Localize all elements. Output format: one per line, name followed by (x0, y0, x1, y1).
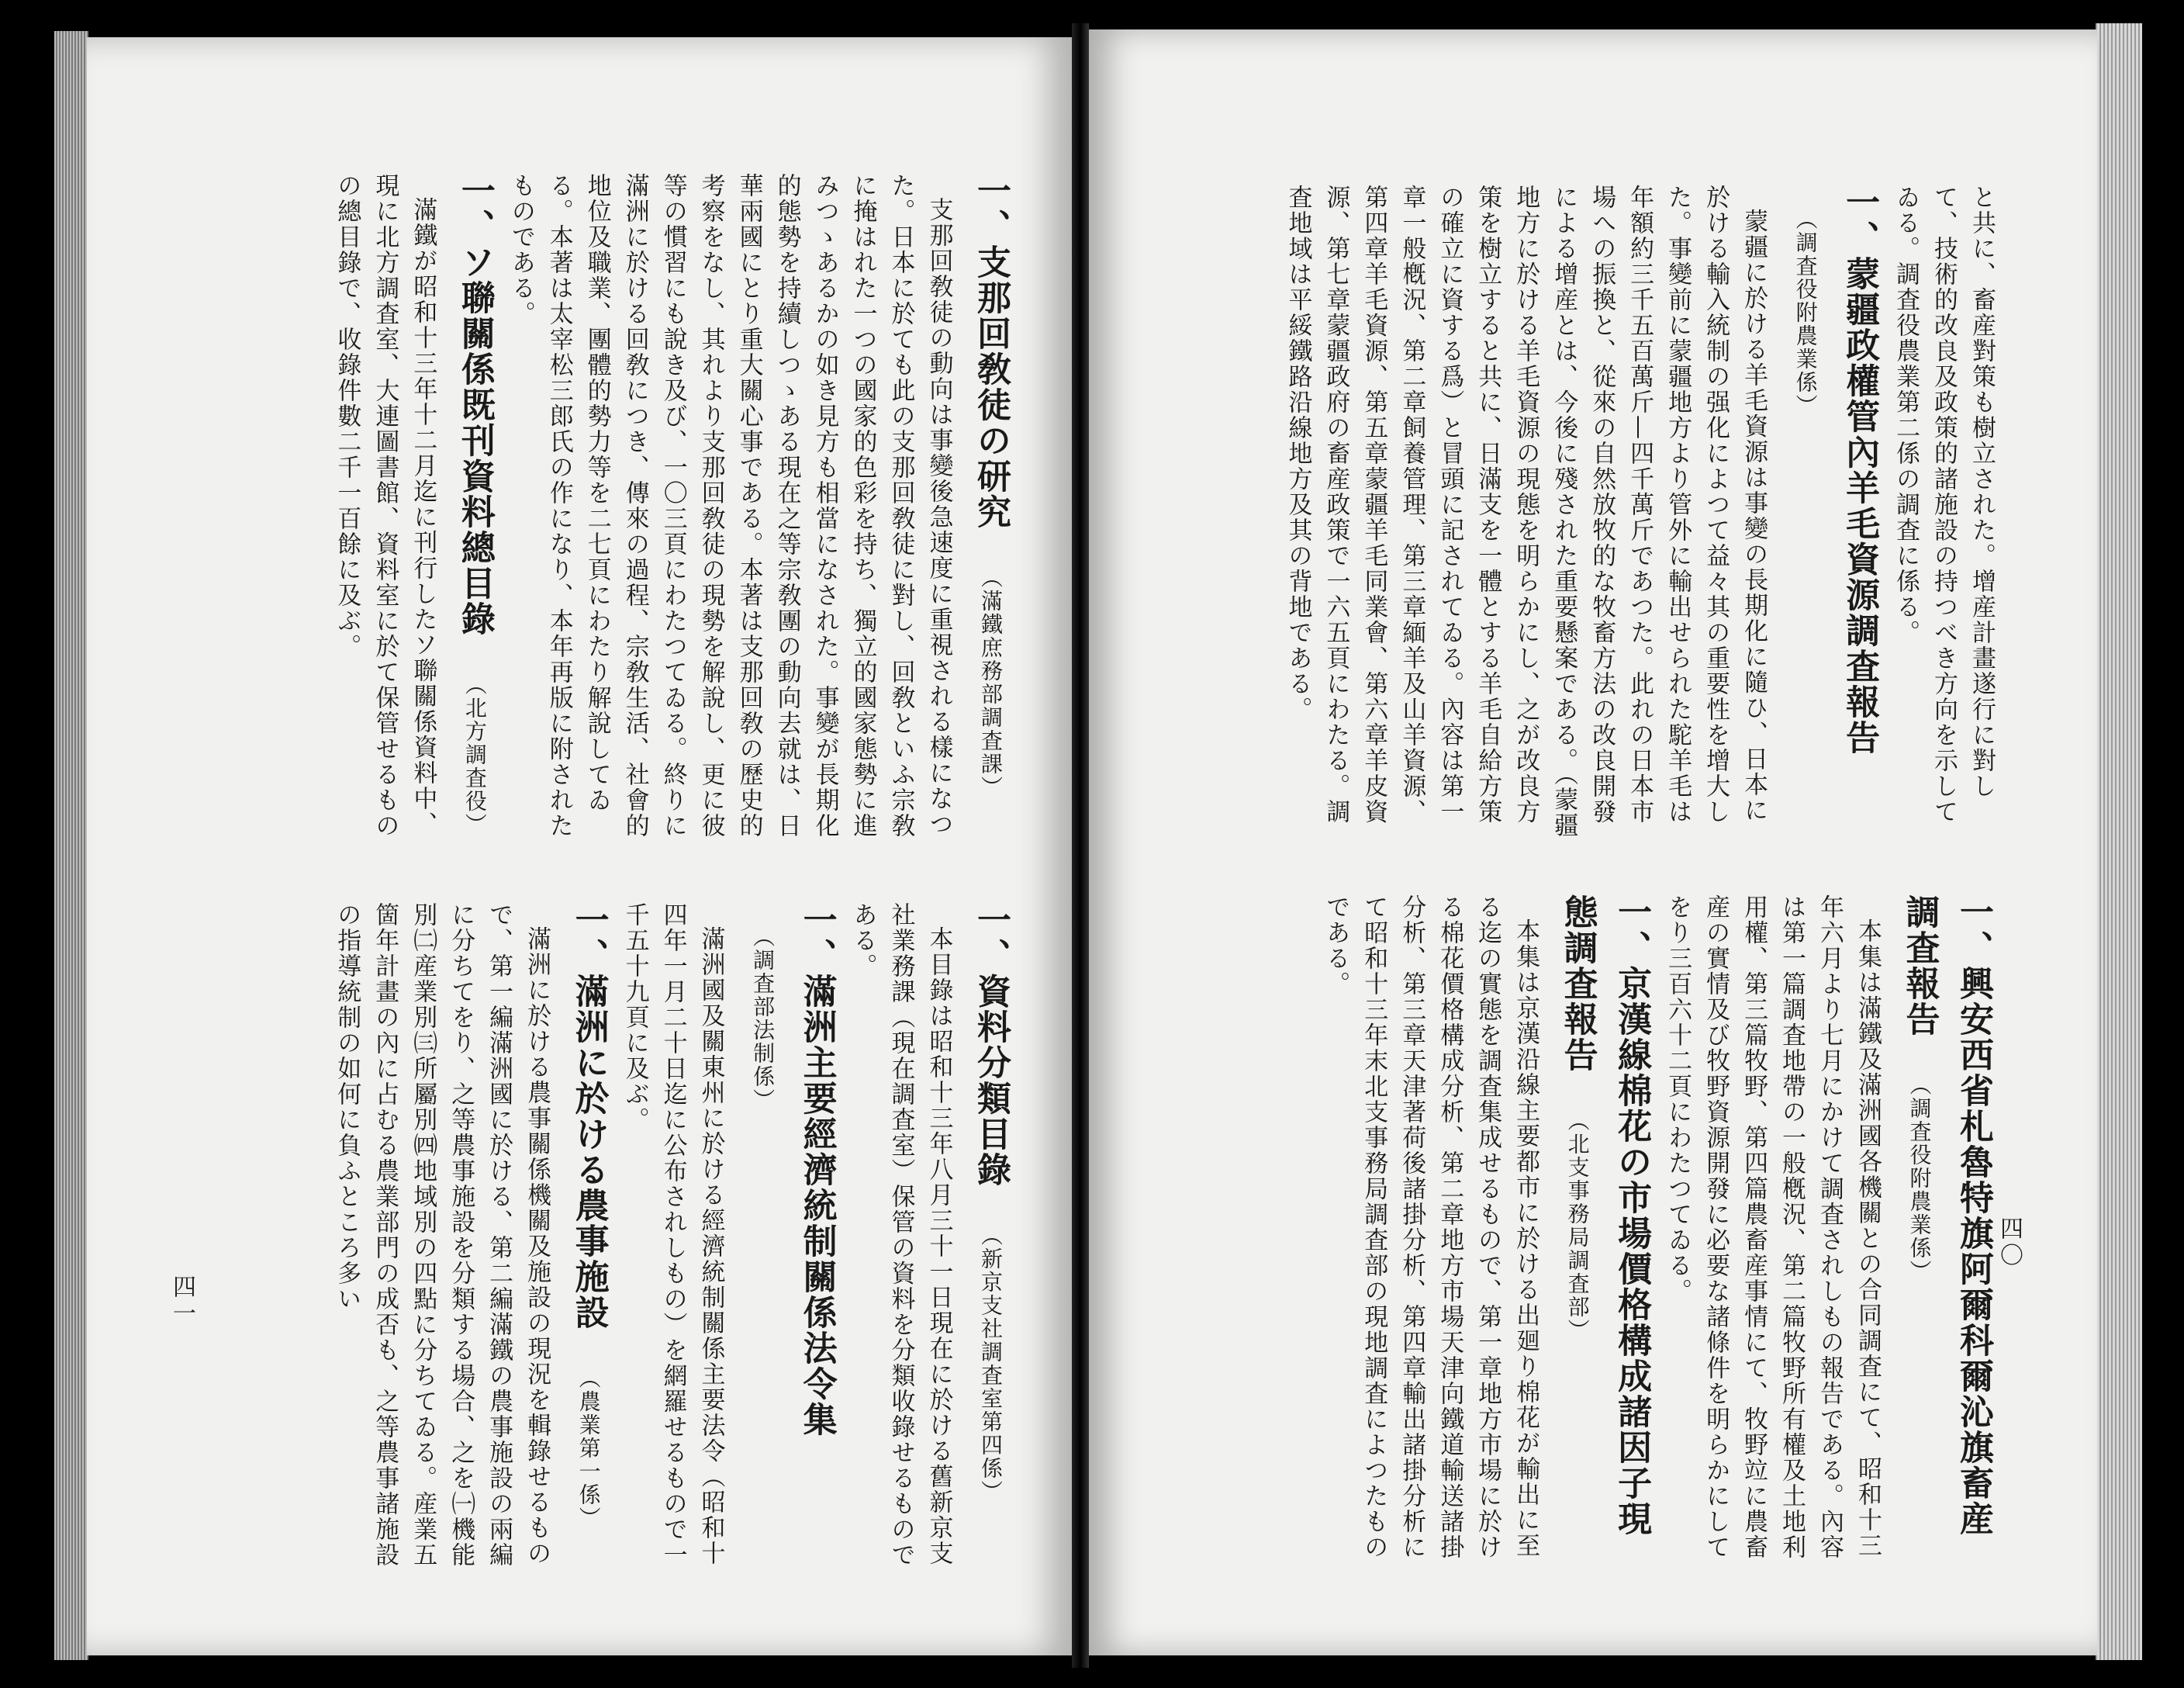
entry-source: （新京支社調査室第四係） (978, 1224, 1004, 1504)
entry-body: 本集は滿鐵及滿洲國各機關との合同調査にて、昭和十三年六月より七月にかけて調査されしもの報告である。內容は第一篇調査地帶の一般槪況、第二篇牧野所有權及土地利用權、第三篇牧野、第四篇農畜産事情にて、牧野竝に農畜産の實情及び牧野資源開發に必要な諸條件を明らかにしてをり三百六十二頁にわたつてゐる。 (1664, 894, 1882, 1560)
entry-title: 一、蒙疆政權管內羊毛資源調査報告 （調査役附農業係） (1778, 185, 1886, 840)
book-gutter (1072, 23, 1089, 1668)
entry-source: （調査部法制係） (750, 925, 776, 1112)
page-number: 四〇 (1996, 1216, 2023, 1269)
entry-body: 本目錄は昭和十三年八月三十一日現在に於ける舊新京支社業務課（現在調査室）保管の資料を分類收錄せるものである。 (848, 902, 953, 1568)
entry-title: 一、滿洲に於ける農事施設 （農業第一係） (568, 902, 609, 1531)
entry-body: 支那回敎徒の動向は事變後急速度に重視される樣になつた。日本に於ても此の支那回敎徒に對し、回敎といふ宗敎に掩はれた一つの國家的色彩を持ち、獨立的國家態勢に進みつゝあるかの如き見方も相當になされた。事變が長期化的態勢を持續しつゝある現在之等宗敎團の動向去就は、日華兩國にとり重大關心事である。本著は支那回敎の歷史的考察をなし、其れより支那回敎徒の現勢を解說し、更に彼等の慣習にも說き及び、一〇三頁にわたつてゐる。終りに滿洲に於ける回敎につき、傳來の過程、宗敎生活、社會的地位及職業、團體的勢力等を二七頁にわたり解說してゐる。本著は太宰松三郎氏の作になり、本年再版に附されたものである。 (506, 173, 953, 839)
entry-source: （北方調査役） (461, 673, 488, 837)
entry-source: （調査役附農業係） (1792, 208, 1819, 417)
right-lower-column-group (1163, 894, 2000, 1562)
entry-title: 一、支那回敎徒の研究 （滿鐵庶務部調査課） (971, 173, 1011, 800)
entry-title: 一、滿洲主要經濟統制關係法令集 （調査部法制係） (736, 902, 844, 1573)
entry-source: （滿鐵庶務部調査課） (978, 566, 1004, 800)
entry-source: （北支事務局調査部） (1564, 1109, 1591, 1343)
entry-title: 一、京漢線棉花の市場價格構成諸因子現態調査報告 （北支事務局調査部） (1557, 894, 1652, 1537)
entry-source: （農業第一係） (575, 1367, 602, 1531)
book-edge-left (54, 31, 88, 1660)
entry-title: 一、興安西省札魯特旗阿爾科爾沁旗畜産調査報告 （調査役附農業係） (1899, 894, 1993, 1537)
entry-body: 滿洲に於ける農事關係機關及施設の現況を輯錄せるもので、第一編滿洲國に於ける、第二編滿鐵の農事施設の兩編に分ちてをり、之等農事施設を分類する場合、之を㈠機能別㈡産業別㈢所屬別㈣地域別の四點に分ちてゐる。産業五箇年計畫の內に占むる農業部門の成否も、之等農事諸施設の指導統制の如何に負ふところ多い (333, 902, 551, 1568)
book-edge-right (2096, 23, 2142, 1660)
entry-body: 蒙疆に於ける羊毛資源は事變の長期化に隨ひ、日本に於ける輸入統制の强化によつて益々其の重要性を增大した。事變前に蒙疆地方より管外に輸出せられた駝羊毛は年額約三千五百萬斤—四千萬斤であつた。此れの日本市場への振換と、從來の自然放牧的な牧畜方法の改良開發による增産とは、今後に殘された重要懸案である。（蒙疆地方に於ける羊毛資源の現態を明らかにし、之が改良方策を樹立すると共に、日滿支を一體とする羊毛自給方策の確立に資する爲）と冒頭に記されてゐる。內容は第一章一般槪況、第二章飼養管理、第三章緬羊及山羊資源、第四章羊毛資源、第五章蒙疆羊毛同業會、第六章羊皮資源、第七章蒙疆政府の畜産政策で一六五頁にわたる。調査地域は平綏鐵路沿線地方及其の背地である。 (1284, 185, 1768, 839)
entry-body: 本集は京漢沿線主要都市に於ける出廻り棉花が輸出に至る迄の實態を調査集成せるもので、第一章地方市場に於ける棉花價格構成分析、第二章地方市場天津向鐵道輸送諸掛分析、第三章天津著荷後諸掛分析、第四章輸出諸掛分析にて昭和十三年末北支事務局調査部の現地調査によつたものである。 (1322, 894, 1540, 1560)
left-page (87, 37, 1072, 1655)
entry-title: 一、資料分類目錄 （新京支社調査室第四係） (971, 902, 1011, 1504)
left-upper-column-group (172, 173, 1018, 852)
right-upper-column-group (1163, 185, 2000, 840)
entry-title: 一、ソ聯關係既刊資料總目錄 （北方調査役） (454, 173, 495, 837)
entry-body: 滿洲國及關東州に於ける經濟統制關係主要法令（昭和十四年一月二十日迄に公布されしもの）を網羅せるもので一千五十九頁に及ぶ。 (620, 902, 725, 1568)
continued-text: と共に、畜産對策も樹立された。增産計畫遂行に對して、技術的改良及政策的諸施設の持つべき方向を示してゐる。調査役農業第二係の調査に係る。 (1892, 185, 1996, 825)
entry-body: 滿鐵が昭和十三年十二月迄に刊行したソ聯關係資料中、現に北方調査室、大連圖書館、資料室に於て保管せるものの總目錄で、收錄件數二千一百餘に及ぶ。 (333, 173, 437, 839)
right-page (1089, 29, 2097, 1655)
entry-source: （調査役附農業係） (1906, 1074, 1933, 1284)
left-lower-column-group (172, 902, 1018, 1573)
page-number: 四一 (168, 1275, 195, 1327)
